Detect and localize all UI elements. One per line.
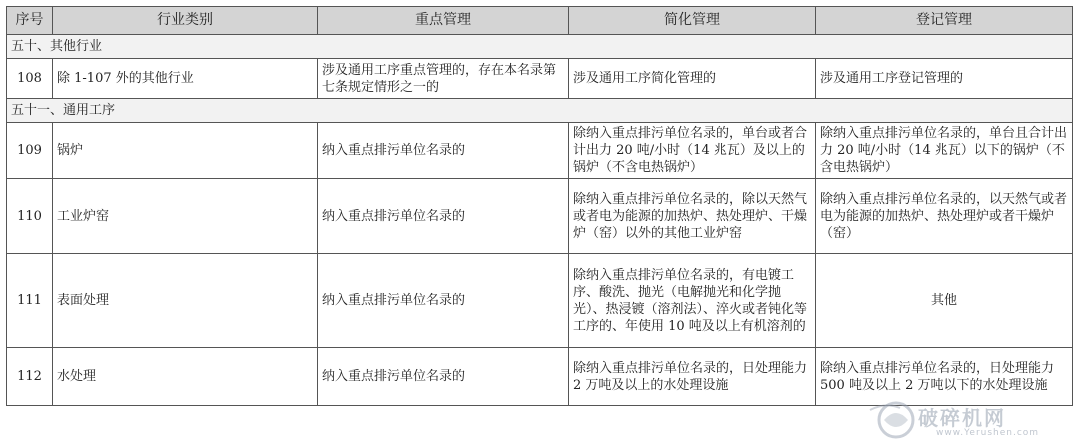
row-registration-management: 除纳入重点排污单位名录的，单台且合计出力 20 吨/小时（14 兆瓦）以下的锅炉（不含电热锅炉）	[816, 123, 1073, 179]
row-num: 110	[7, 179, 53, 254]
header-key-management: 重点管理	[318, 7, 569, 35]
row-registration-management: 涉及通用工序登记管理的	[816, 59, 1073, 99]
row-category: 锅炉	[53, 123, 318, 179]
header-num: 序号	[7, 7, 53, 35]
row-num: 112	[7, 348, 53, 406]
watermark-text: 破碎机网	[918, 406, 1006, 430]
row-key-management: 纳入重点排污单位名录的	[318, 123, 569, 179]
row-category: 除 1-107 外的其他行业	[53, 59, 318, 99]
row-num: 108	[7, 59, 53, 99]
row-num: 109	[7, 123, 53, 179]
row-key-management: 纳入重点排污单位名录的	[318, 254, 569, 348]
header-registration-management: 登记管理	[816, 7, 1073, 35]
row-num: 111	[7, 254, 53, 348]
row-key-management: 涉及通用工序重点管理的，存在本名录第七条规定情形之一的	[318, 59, 569, 99]
header-category: 行业类别	[53, 7, 318, 35]
row-simplified-management: 除纳入重点排污单位名录的，除以天然气或者电为能源的加热炉、热处理炉、干燥炉（窑）以外的其他工业炉窑	[569, 179, 816, 254]
row-simplified-management: 除纳入重点排污单位名录的，单台或者合计出力 20 吨/小时（14 兆瓦）及以上的锅炉（不含电热锅炉）	[569, 123, 816, 179]
row-registration-management: 其他	[816, 254, 1073, 348]
header-row	[7, 7, 1073, 35]
table-row	[7, 123, 1073, 179]
section-row	[7, 99, 1073, 123]
table-row	[7, 254, 1073, 348]
row-key-management: 纳入重点排污单位名录的	[318, 348, 569, 406]
row-category: 工业炉窑	[53, 179, 318, 254]
row-simplified-management: 涉及通用工序简化管理的	[569, 59, 816, 99]
watermark-url: www.Yerushen.com	[936, 428, 1040, 438]
section-row	[7, 35, 1073, 59]
row-simplified-management: 除纳入重点排污单位名录的，日处理能力 2 万吨及以上的水处理设施	[569, 348, 816, 406]
header-simplified-management: 简化管理	[569, 7, 816, 35]
row-registration-management: 除纳入重点排污单位名录的，日处理能力 500 吨及以上 2 万吨以下的水处理设施	[816, 348, 1073, 406]
section-title: 五十、其他行业	[7, 35, 1073, 59]
table-row	[7, 59, 1073, 99]
table-row	[7, 179, 1073, 254]
row-registration-management: 除纳入重点排污单位名录的，以天然气或者电为能源的加热炉、热处理炉或者干燥炉（窑）	[816, 179, 1073, 254]
section-title: 五十一、通用工序	[7, 99, 1073, 123]
row-simplified-management: 除纳入重点排污单位名录的，有电镀工序、酸洗、抛光（电解抛光和化学抛光）、热浸镀（溶剂法）、淬火或者钝化等工序的、年使用 10 吨及以上有机溶剂的	[569, 254, 816, 348]
row-category: 水处理	[53, 348, 318, 406]
permit-classification-table	[6, 6, 1073, 406]
row-key-management: 纳入重点排污单位名录的	[318, 179, 569, 254]
row-category: 表面处理	[53, 254, 318, 348]
